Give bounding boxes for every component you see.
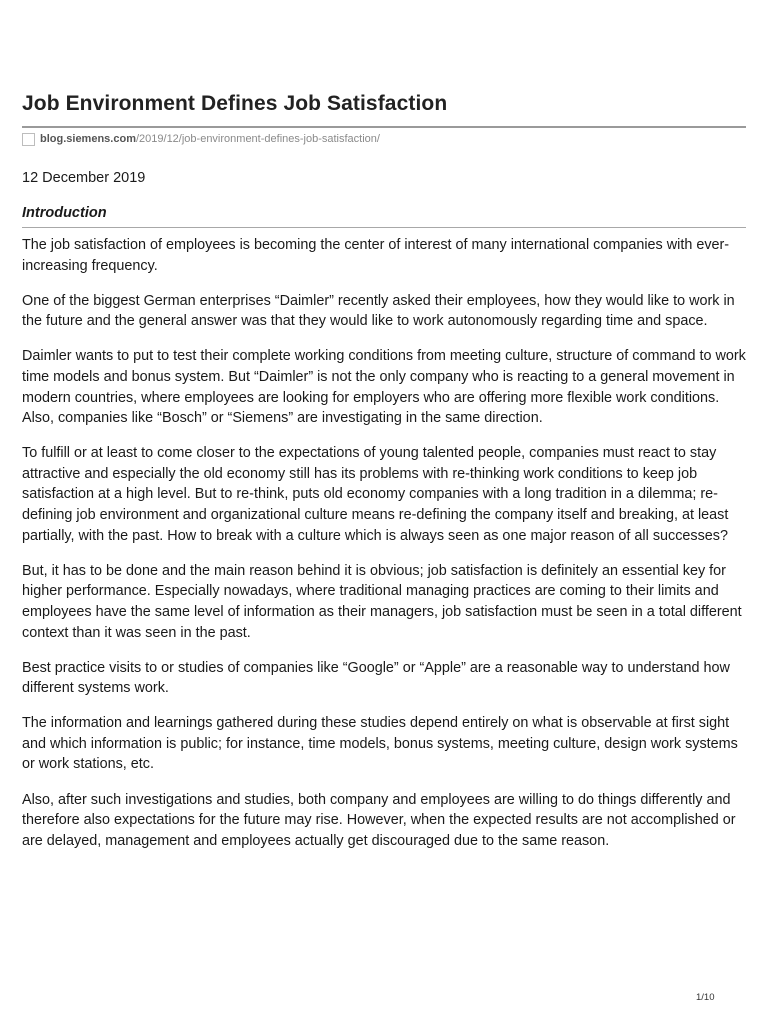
paragraph-6: Best practice visits to or studies of companies like “Google” or “Apple” are a reasonable way to understand how different systems work. bbox=[22, 659, 730, 697]
paragraph-2: One of the biggest German enterprises “Daimler” recently asked their employees, how they would like to work in the future and the general answer was that they would like to work autonomously regarding time and space. bbox=[22, 292, 735, 330]
article-body bbox=[22, 235, 750, 866]
source-domain[interactable]: blog.siemens.com bbox=[40, 133, 136, 145]
source-path[interactable]: /2019/12/job-environment-defines-job-satisfaction/ bbox=[135, 133, 380, 145]
source-link[interactable] bbox=[22, 131, 380, 147]
page-number: 1/10 bbox=[696, 992, 715, 1003]
paragraph-3: Daimler wants to put to test their complete working conditions from meeting culture, structure of command to work time models and bonus system. But “Daimler” is not the only company who is reacting to a general movement in modern countries, where employees are looking for employers who are offering more flexible work conditions. Also, companies like “Bosch” or “Siemens” are investigating in the same direction. bbox=[22, 348, 746, 427]
page-icon bbox=[22, 133, 35, 146]
paragraph-1: The job satisfaction of employees is becoming the center of interest of many international companies with ever-increasing frequency. bbox=[22, 237, 730, 274]
paragraph-4: To fulfill or at least to come closer to the expectations of young talented people, companies must react to stay attractive and especially the old economy still has its problems with re-thinking work conditions to keep job satisfaction at a high level. But to re-think, puts old economy companies with a long tradition in a dilemma; re-defining job environment and organizational culture means re-defining the company itself and breaking, at least partially, with the past. How to break with a culture which is always seen as one major reason of all successes? bbox=[22, 445, 729, 544]
paragraph-7: The information and learnings gathered during these studies depend entirely on what is observable at first sight and which information is public; for instance, time models, bonus systems, meeting culture, design work systems or work stations, etc. bbox=[22, 715, 738, 773]
title-divider bbox=[22, 126, 746, 128]
publish-date: 12 December 2019 bbox=[22, 170, 146, 186]
paragraph-5: But, it has to be done and the main reason behind it is obvious; job satisfaction is definitely an essential key for higher performance. Especially nowadays, where traditional managing practices are coming to their limits and employees have the same level of information as their managers, job satisfaction must be seen in a total different context than it was seen in the past. bbox=[22, 562, 742, 641]
paragraph-8: Also, after such investigations and studies, both company and employees are willing to do things differently and therefore also expectations for the future may rise. However, when the expected results are not accomplished or are delayed, management and employees actually get discouraged due to the same reason. bbox=[22, 791, 736, 849]
section-divider bbox=[22, 227, 746, 228]
section-heading: Introduction bbox=[22, 205, 107, 221]
page-title: Job Environment Defines Job Satisfaction bbox=[22, 92, 448, 115]
